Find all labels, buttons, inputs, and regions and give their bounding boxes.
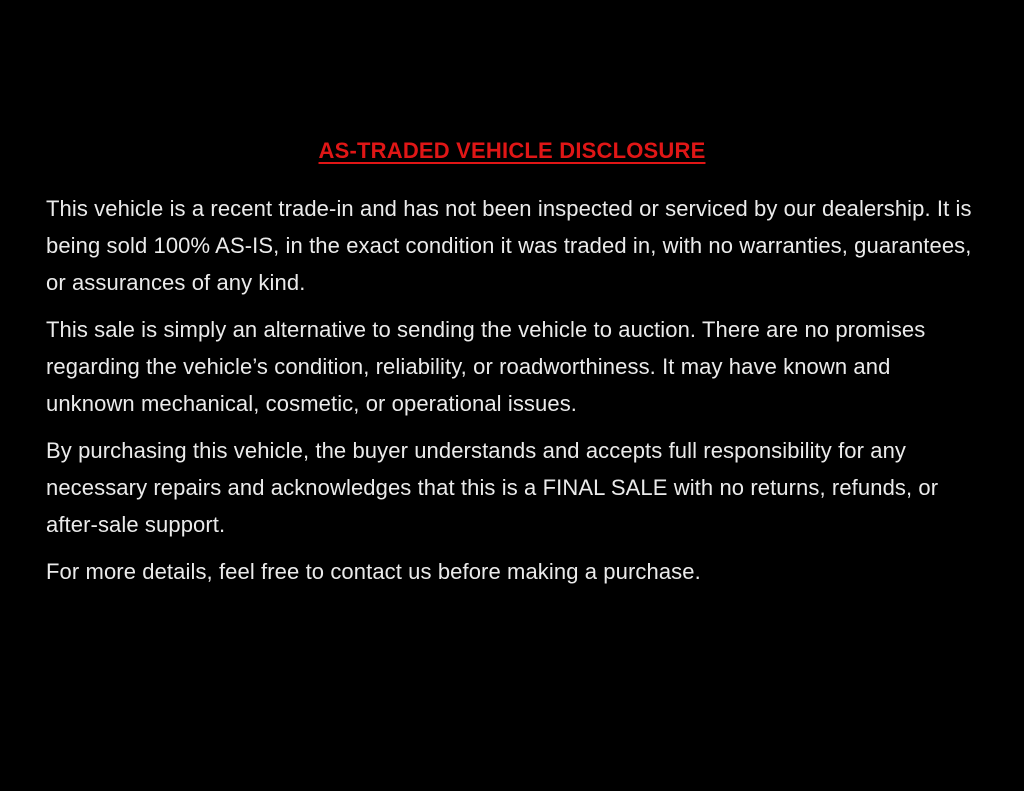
disclosure-paragraph-auction-alternative: This sale is simply an alternative to sending the vehicle to auction. There are no promises regarding the vehicle’s condition, reliability, or roadworthiness. It may have known and unknown mechanical, cosmetic, or operational issues.	[46, 317, 926, 416]
disclosure-paragraph-as-is: This vehicle is a recent trade-in and has not been inspected or serviced by our dealership. It is being sold 100% AS-IS, in the exact condition it was traded in, with no warranties, guarantees, or assurances of any kind.	[46, 196, 972, 295]
disclosure-body	[46, 190, 978, 590]
disclosure-paragraph-final-sale: By purchasing this vehicle, the buyer understands and accepts full responsibility for any necessary repairs and acknowledges that this is a FINAL SALE with no returns, refunds, or after-sale support.	[46, 438, 939, 537]
disclosure-paragraph-contact: For more details, feel free to contact us before making a purchase.	[46, 559, 701, 584]
disclosure-title: AS-TRADED VEHICLE DISCLOSURE	[318, 138, 706, 163]
